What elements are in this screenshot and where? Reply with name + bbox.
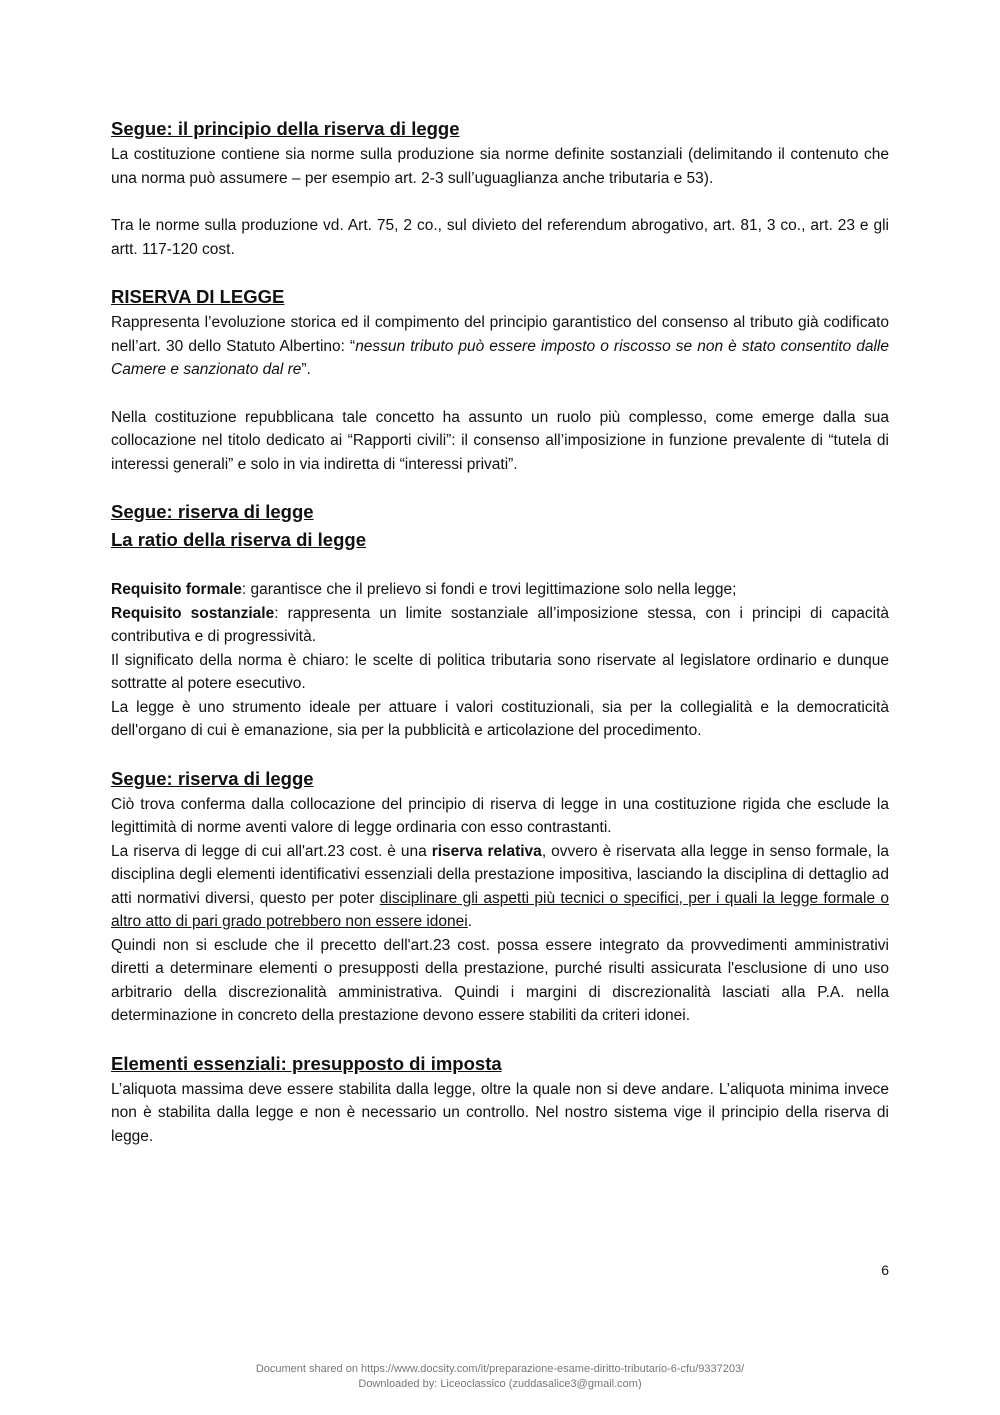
paragraph: La costituzione contiene sia norme sulla produzione sia norme definite sostanziali (delimitando il contenuto che una norma può assumere – per esempio art. 2-3 sull’uguaglianza anche tributaria e 53). bbox=[111, 146, 889, 187]
bold-term: riserva relativa bbox=[431, 842, 542, 860]
text-run: : garantisce che il prelievo si fondi e trovi legittimazione solo nella legge; bbox=[241, 581, 737, 598]
underlined-text: disciplinare gli aspetti più tecnici o specifici, per i quali la legge formale o altro atto di pari grado potrebbero non essere idonei bbox=[111, 889, 889, 930]
section-heading: Segue: riserva di legge bbox=[111, 501, 314, 522]
text-run: La riserva di legge di cui all'art.23 cost. è una bbox=[111, 842, 432, 860]
bold-label: Requisito formale bbox=[111, 581, 242, 598]
section-elementi-essenziali bbox=[111, 1050, 889, 1149]
bold-label: Requisito sostanziale bbox=[111, 604, 275, 622]
paragraph: Tra le norme sulla produzione vd. Art. 75, 2 co., sul divieto del referendum abrogativo, art. 81, 3 co., art. 23 e gli artt. 117-120 cost. bbox=[111, 217, 889, 258]
text-run: , ovvero è riservata alla legge in senso formale, la disciplina degli elementi identificativi essenziali della prestazione impositiva, lasciando la disciplina di dettaglio ad atti normativi diversi, questo per poter bbox=[111, 842, 889, 907]
document-body bbox=[111, 115, 889, 1148]
section-riserva-relativa bbox=[111, 765, 889, 1028]
paragraph bbox=[111, 578, 889, 602]
paragraph bbox=[111, 311, 889, 382]
page-number: 6 bbox=[881, 1262, 889, 1278]
section-heading: Segue: il principio della riserva di legge bbox=[111, 118, 460, 139]
section-heading: Elementi essenziali: presupposto di imposta bbox=[111, 1052, 502, 1074]
italic-quote: nessun tributo può essere imposto o riscosso se non è stato consentito dalle Camere e sanzionato dal re bbox=[111, 337, 889, 378]
footer-downloaded-by: Downloaded by: Liceoclassico (zuddasalice3@gmail.com) bbox=[358, 1378, 642, 1390]
section-riserva-di-legge bbox=[111, 283, 889, 476]
paragraph bbox=[111, 840, 889, 934]
text-run: : rappresenta un limite sostanziale all’imposizione stessa, con i principi di capacità contributiva e di progressività. bbox=[111, 604, 889, 645]
section-heading: RISERVA DI LEGGE bbox=[111, 286, 285, 307]
paragraph: L’aliquota massima deve essere stabilita dalla legge, oltre la quale non si deve andare. L’aliquota minima invece non è stabilita dalla legge e non è necessario un controllo. Nel nostro sistema vige il principio della riserva di legge. bbox=[111, 1080, 889, 1145]
paragraph: Ciò trova conferma dalla collocazione del principio di riserva di legge in una costituzione rigida che esclude la legittimità di norme aventi valore di legge ordinaria con esso contrastanti. bbox=[111, 795, 889, 836]
section-subheading: La ratio della riserva di legge bbox=[111, 529, 366, 550]
paragraph: Il significato della norma è chiaro: le scelte di politica tributaria sono riservate al legislatore ordinario e dunque sottratte al potere esecutivo. bbox=[111, 651, 889, 692]
text-run: ”. bbox=[301, 361, 311, 378]
section-ratio bbox=[111, 498, 889, 743]
section-heading: Segue: riserva di legge bbox=[111, 767, 314, 789]
paragraph: Nella costituzione repubblicana tale concetto ha assunto un ruolo più complesso, come emerge dalla sua collocazione nel titolo dedicato ai “Rapporti civili”: il consenso all’imposizione in funzione prevalente di “tutela di interessi generali” e solo in via indiretta di “interessi privati”. bbox=[111, 408, 889, 473]
paragraph: Quindi non si esclude che il precetto dell'art.23 cost. possa essere integrato da provvedimenti amministrativi diretti a determinare elementi o presupposti della prestazione, purché risulti assicurata l'esclusione di uno uso arbitrario della discrezionalità amministrativa. Quindi i margini di discrezionalità lasciati alla P.A. nella determinazione in concreto della prestazione devono essere stabiliti da criteri idonei. bbox=[111, 936, 889, 1024]
section-principio-riserva bbox=[111, 115, 889, 261]
paragraph bbox=[111, 602, 889, 649]
text-run: Rappresenta l’evoluzione storica ed il compimento del principio garantistico del consenso al tributo già codificato nell’art. 30 dello Statuto Albertino: “ bbox=[111, 314, 889, 355]
footer-shared-link: Document shared on https://www.docsity.com/it/preparazione-esame-diritto-tributario-6-cfu/9337203/ bbox=[255, 1363, 745, 1375]
paragraph: La legge è uno strumento ideale per attuare i valori costituzionali, sia per la collegialità e la democraticità dell'organo di cui è emanazione, sia per la pubblicità e articolazione del procedimento. bbox=[111, 698, 889, 739]
text-run: . bbox=[467, 913, 473, 930]
